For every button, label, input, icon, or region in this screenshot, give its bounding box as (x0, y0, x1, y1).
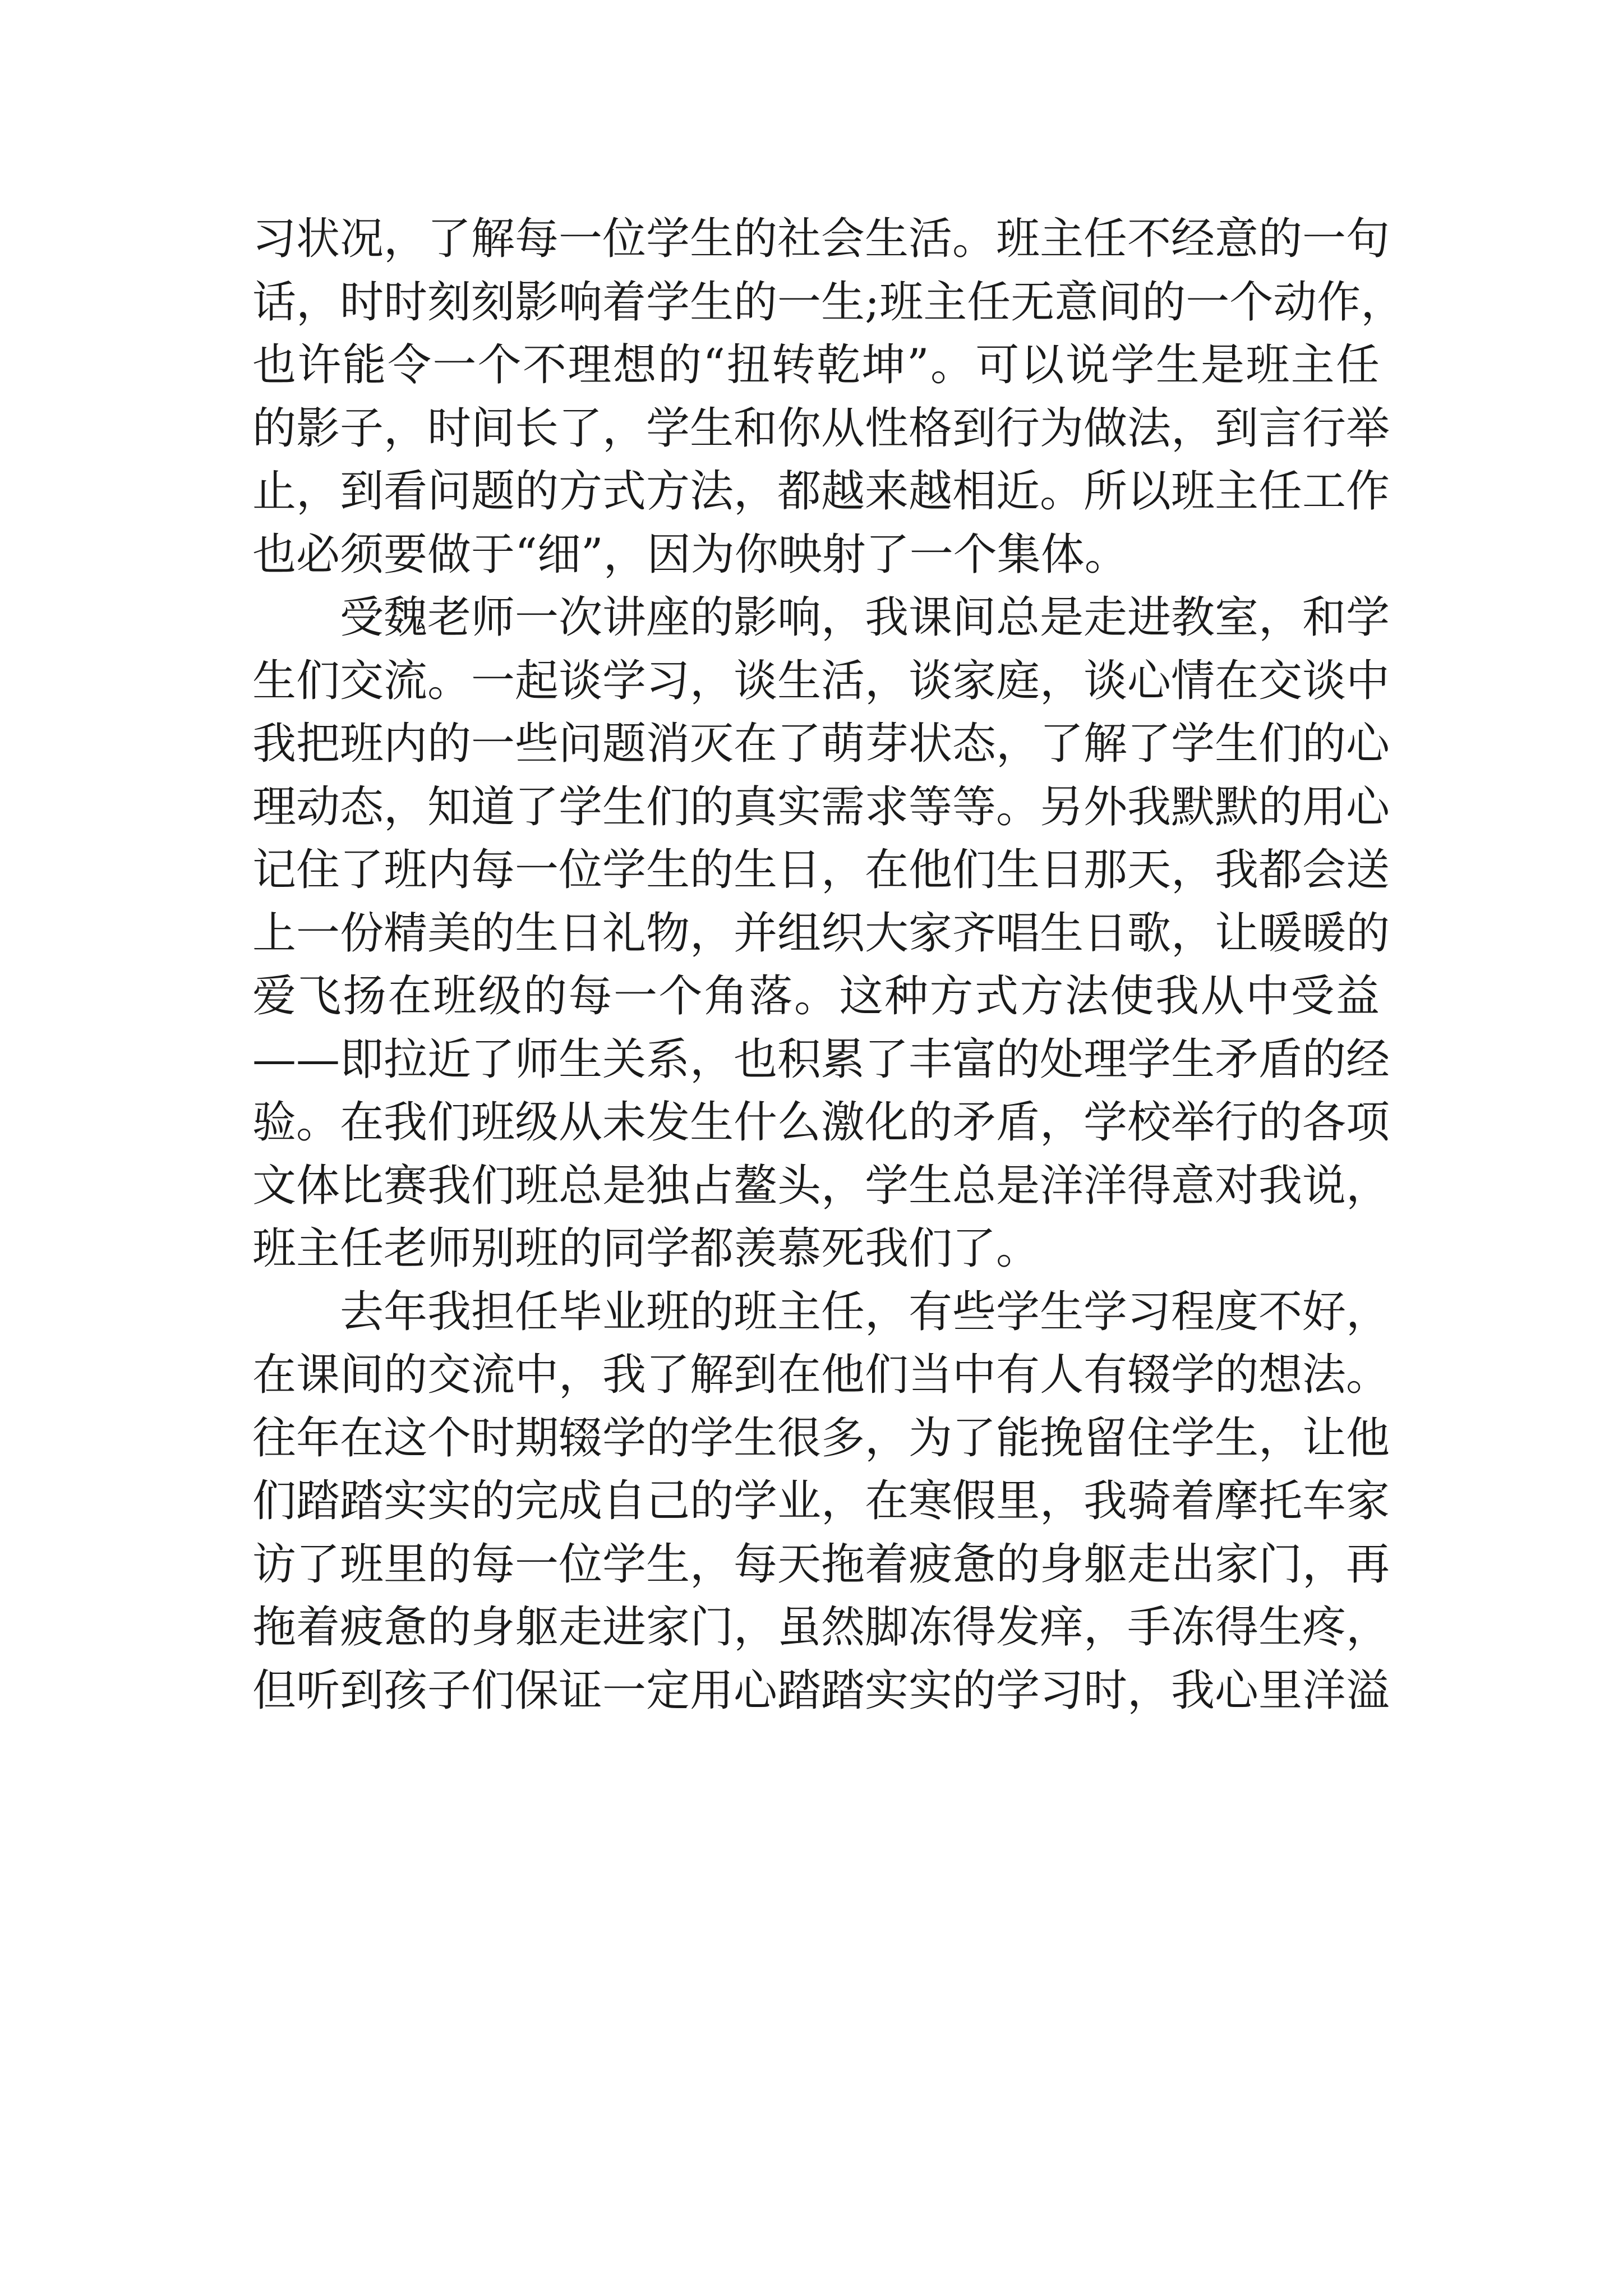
text-line: 文体比赛我们班总是独占鳌头，学生总是洋洋得意对我说， (252, 1160, 1390, 1211)
text-line: 拖着疲惫的身躯走进家门，虽然脚冻得发痒，手冻得生疼， (252, 1602, 1390, 1653)
text-line-content: 去年我担任毕业班的班主任，有些学生学习程度不好， (340, 1286, 1390, 1337)
text-line: 理动态，知道了学生们的真实需求等等。另外我默默的用心 (252, 781, 1390, 832)
text-line: 往年在这个时期辍学的学生很多，为了能挽留住学生，让他 (252, 1412, 1390, 1464)
body-text (252, 208, 1405, 1722)
text-line (252, 586, 1390, 650)
text-line: ——即拉近了师生关系，也积累了丰富的处理学生矛盾的经 (252, 1034, 1390, 1085)
text-line: 我把班内的一些问题消灭在了萌芽状态，了解了学生们的心 (252, 719, 1390, 769)
text-line: 生们交流。一起谈学习，谈生活，谈家庭，谈心情在交谈中 (252, 655, 1390, 706)
text-line: 话，时时刻刻影响着学生的一生;班主任无意间的一个动作， (252, 277, 1405, 328)
text-line: 爱飞扬在班级的每一个角落。这种方式方法使我从中受益 (252, 971, 1380, 1022)
text-line: 班主任老师别班的同学都羡慕死我们了。 (252, 1223, 1040, 1274)
text-line: 的影子，时间长了，学生和你从性格到行为做法，到言行举 (252, 403, 1390, 454)
text-line-content: 受魏老师一次讲座的影响，我课间总是走进教室，和学 (340, 592, 1390, 643)
text-line: 访了班里的每一位学生，每天拖着疲惫的身躯走出家门，再 (252, 1539, 1390, 1590)
text-line: 也必须要做于“细”，因为你映射了一个集体。 (252, 529, 1128, 580)
text-line: 上一份精美的生日礼物，并组织大家齐唱生日歌，让暖暖的 (252, 908, 1390, 959)
text-line: 验。在我们班级从未发生什么激化的矛盾，学校举行的各项 (252, 1097, 1390, 1148)
text-line: 也许能令一个不理想的“扭转乾坤”。可以说学生是班主任 (252, 340, 1380, 390)
text-line: 但听到孩子们保证一定用心踏踏实实的学习时，我心里洋溢 (252, 1665, 1390, 1716)
text-line: 止，到看问题的方式方法，都越来越相近。所以班主任工作 (252, 466, 1390, 517)
text-line: 在课间的交流中，我了解到在他们当中有人有辍学的想法。 (252, 1350, 1390, 1400)
text-line: 习状况，了解每一位学生的社会生活。班主任不经意的一句 (252, 214, 1390, 264)
text-line (252, 1281, 1390, 1344)
text-line: 们踏踏实实的完成自己的学业，在寒假里，我骑着摩托车家 (252, 1476, 1390, 1526)
text-line: 记住了班内每一位学生的生日，在他们生日那天，我都会送 (252, 845, 1390, 895)
